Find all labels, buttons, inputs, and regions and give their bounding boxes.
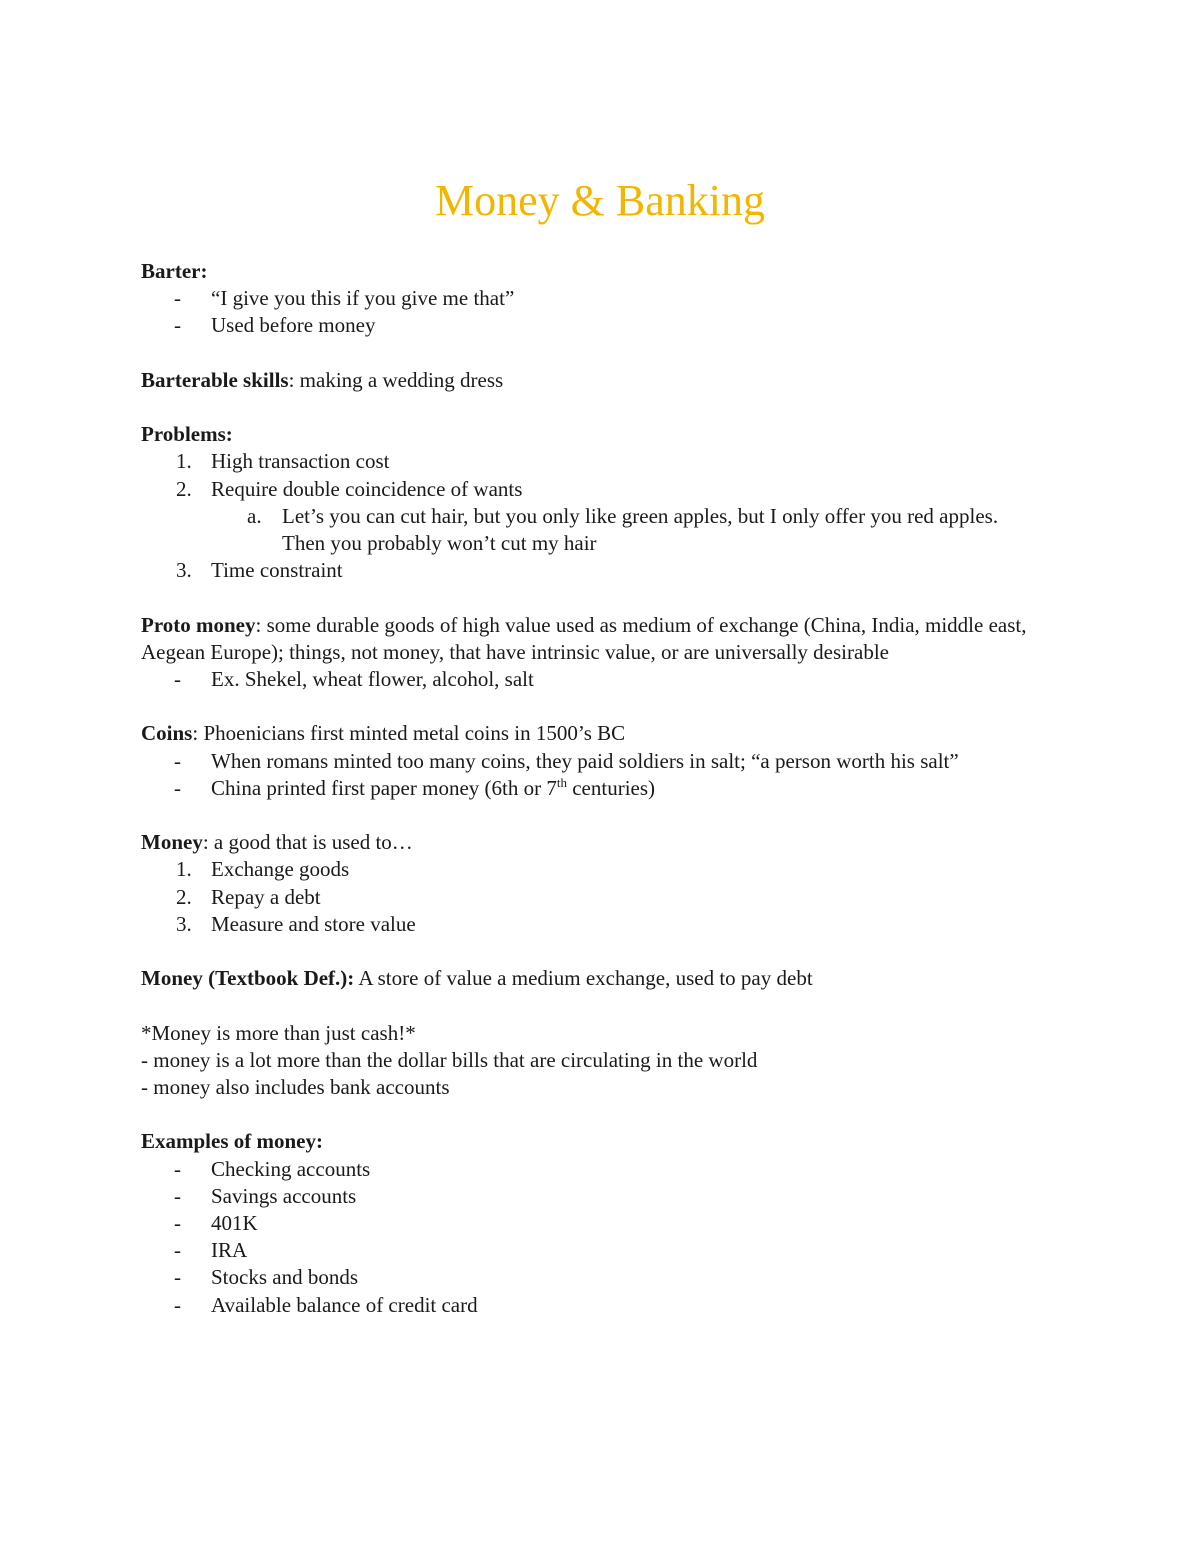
bullet-marker: - — [174, 1156, 181, 1181]
proto-money-paragraph: Proto money: some durable goods of high value used as medium of exchange (China, India, middle east, Aegean Europe); things, not money, that have intrinsic value, or are universally desirable — [141, 612, 1027, 664]
list-item: - Stocks and bonds — [141, 1264, 1041, 1291]
document-page — [141, 170, 1041, 1319]
list-item: 1. High transaction cost — [176, 449, 390, 474]
barter-heading: Barter: — [141, 259, 208, 283]
list-item: - 401K — [141, 1210, 1041, 1237]
bullet-marker: - — [174, 1210, 181, 1235]
cash-note: *Money is more than just cash!* — [141, 1020, 416, 1045]
bullet-marker: - — [174, 286, 181, 311]
list-item: 3. Measure and store value — [176, 911, 416, 936]
bullet-marker: - — [174, 1292, 181, 1317]
money-line: Money: a good that is used to… — [141, 830, 413, 855]
bullet-marker: - — [174, 775, 181, 800]
problems-heading: Problems: — [141, 422, 233, 447]
cash-note: - money also includes bank accounts — [141, 1074, 450, 1099]
list-item: 2. Repay a debt — [176, 884, 321, 909]
list-item: - Checking accounts — [141, 1156, 1041, 1183]
bullet-marker: - — [174, 1183, 181, 1208]
list-item: - IRA — [141, 1237, 1041, 1264]
list-item: 2. Require double coincidence of wants — [176, 476, 523, 501]
page-title: Money & Banking — [435, 176, 765, 225]
list-item: - Savings accounts — [141, 1183, 1041, 1210]
list-item: - “I give you this if you give me that” — [141, 285, 1041, 312]
sub-list-item: a. Let’s you can cut hair, but you only like green apples, but I only offer you red apples. Then you probably won’t cut my hair — [247, 503, 999, 555]
list-item: - China printed first paper money (6th or 7th centuries) — [141, 775, 1041, 802]
list-item: - Used before money — [141, 312, 1041, 339]
list-item: 3. Time constraint — [176, 558, 343, 583]
bullet-marker: - — [174, 313, 181, 338]
list-item: - Ex. Shekel, wheat flower, alcohol, salt — [141, 666, 1041, 693]
list-item: - When romans minted too many coins, they paid soldiers in salt; “a person worth his salt” — [141, 748, 1041, 775]
barterable-skills-line: Barterable skills: making a wedding dress — [141, 367, 504, 392]
cash-note: - money is a lot more than the dollar bills that are circulating in the world — [141, 1047, 758, 1072]
bullet-marker: - — [174, 748, 181, 773]
examples-heading: Examples of money: — [141, 1129, 323, 1154]
coins-line: Coins: Phoenicians first minted metal coins in 1500’s BC — [141, 721, 626, 746]
list-item: 1. Exchange goods — [176, 857, 350, 882]
list-item: - Available balance of credit card — [141, 1292, 1041, 1319]
bullet-marker: - — [174, 1238, 181, 1263]
textbook-definition-line: Money (Textbook Def.): A store of value a medium exchange, used to pay debt — [141, 966, 813, 991]
bullet-marker: - — [174, 1265, 181, 1290]
bullet-marker: - — [174, 667, 181, 691]
